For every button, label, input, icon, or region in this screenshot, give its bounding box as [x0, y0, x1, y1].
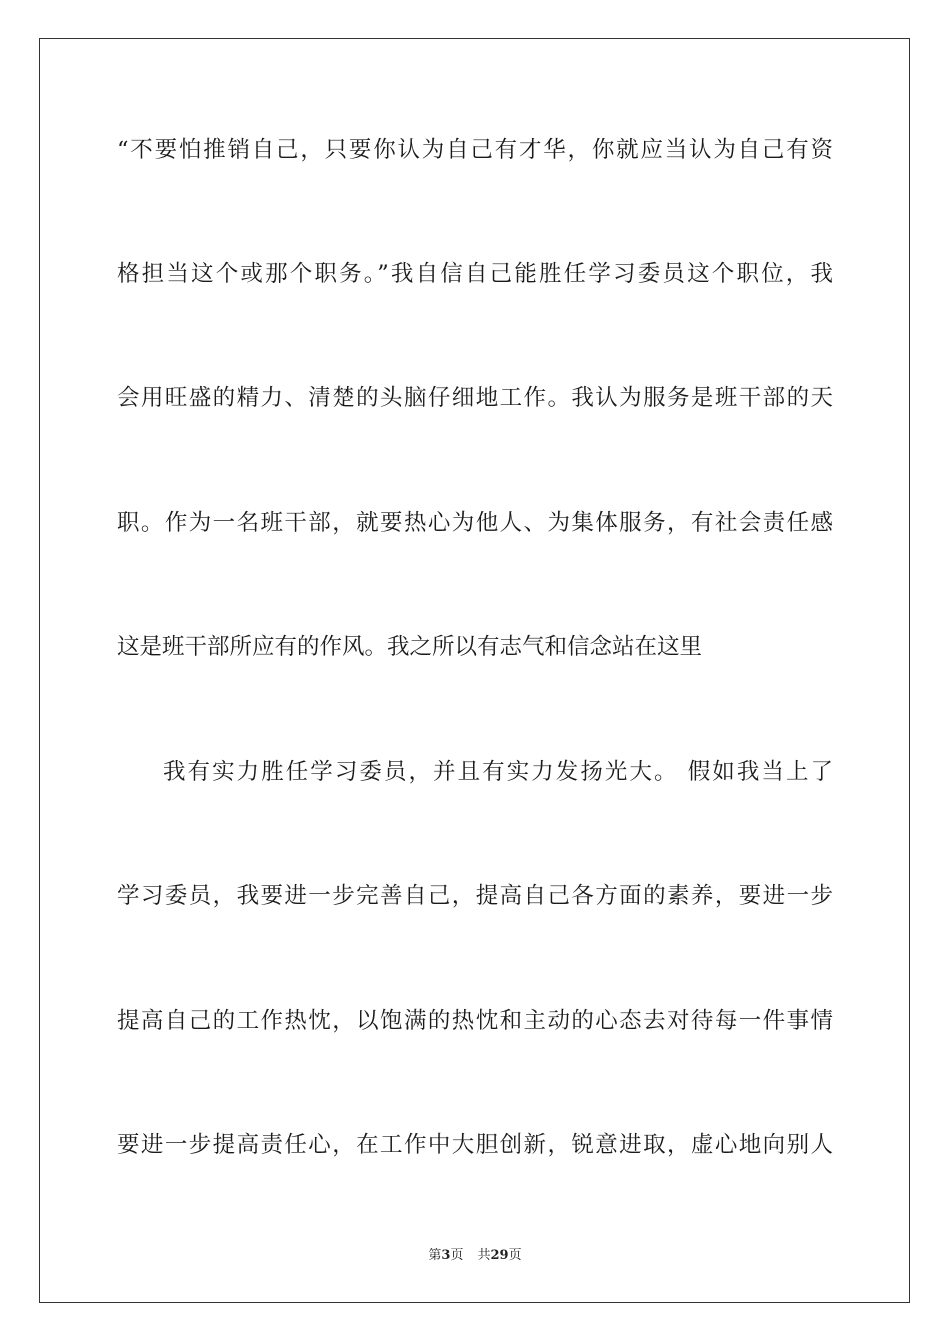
total-pages: 29 — [490, 1248, 509, 1263]
body-text-line-9: 要进一步提高责任心，在工作中大胆创新，锐意进取，虚心地向别人 — [117, 1132, 833, 1158]
page-footer — [0, 1246, 950, 1266]
body-text-line-4: 职。作为一名班干部，就要热心为他人、为集体服务，有社会责任感 — [117, 510, 833, 536]
page-prefix: 第 — [428, 1248, 442, 1263]
total-suffix: 页 — [508, 1248, 522, 1263]
page-border — [39, 38, 910, 1303]
body-text-line-1: “不要怕推销自己，只要你认为自己有才华，你就应当认为自己有资 — [117, 137, 833, 163]
body-text-line-5: 这是班干部所应有的作风。我之所以有志气和信念站在这里 — [117, 634, 703, 660]
body-text-line-7: 学习委员，我要进一步完善自己，提高自己各方面的素养，要进一步 — [117, 883, 833, 909]
total-prefix: 共 — [477, 1248, 491, 1263]
body-text-line-2: 格担当这个或那个职务。”我自信自己能胜任学习委员这个职位，我 — [117, 261, 833, 287]
page-suffix: 页 — [450, 1248, 464, 1263]
page-number: 3 — [441, 1248, 451, 1263]
body-text-line-6-indented: 我有实力胜任学习委员，并且有实力发扬光大。 假如我当上了 — [163, 759, 833, 785]
body-text-line-3: 会用旺盛的精力、清楚的头脑仔细地工作。我认为服务是班干部的天 — [117, 385, 833, 411]
body-text-line-8: 提高自己的工作热忱，以饱满的热忱和主动的心态去对待每一件事情 — [117, 1008, 833, 1034]
